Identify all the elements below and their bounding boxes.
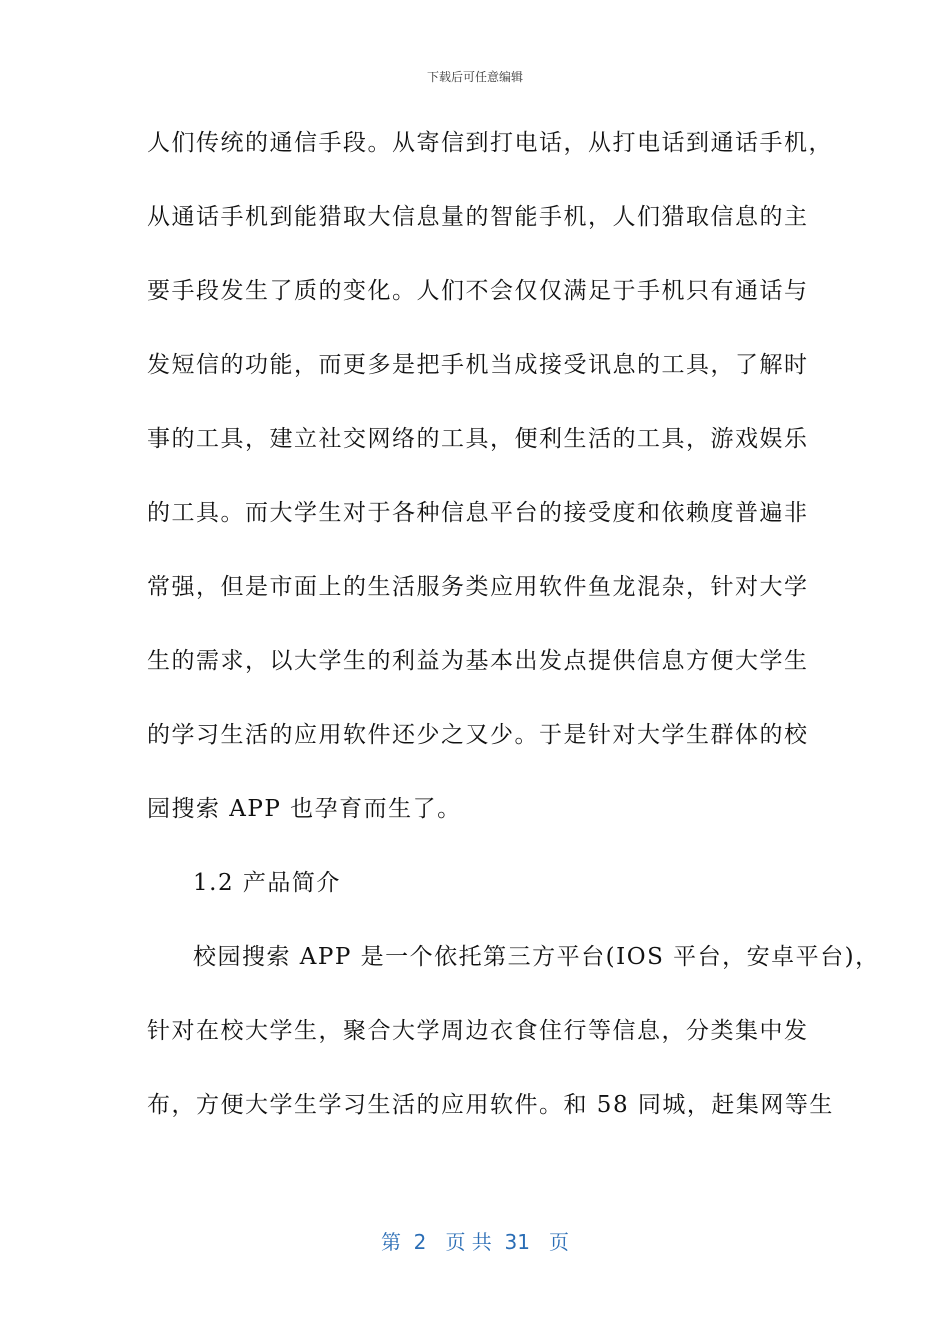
paragraph-line: 生的需求，以大学生的利益为基本出发点提供信息方便大学生 xyxy=(147,648,809,674)
paragraph-line: 事的工具，建立社交网络的工具，便利生活的工具，游戏娱乐 xyxy=(147,426,809,452)
paragraph-line: 的学习生活的应用软件还少之又少。于是针对大学生群体的校 xyxy=(147,722,809,748)
paragraph-line: 的工具。而大学生对于各种信息平台的接受度和依赖度普遍非 xyxy=(147,500,809,526)
paragraph-line: 要手段发生了质的变化。人们不会仅仅满足于手机只有通话与 xyxy=(147,278,809,304)
paragraph-line: 校园搜索 APP 是一个依托第三方平台(IOS 平台，安卓平台)， xyxy=(193,944,880,970)
paragraph-line: 常强，但是市面上的生活服务类应用软件鱼龙混杂，针对大学 xyxy=(147,574,809,600)
page-number-footer: 第 2 页 共 31 页 xyxy=(380,1230,570,1254)
paragraph-line: 针对在校大学生，聚合大学周边衣食住行等信息，分类集中发 xyxy=(147,1018,809,1044)
paragraph-line: 园搜索 APP 也孕育而生了。 xyxy=(147,796,462,822)
paragraph-line: 布，方便大学生学习生活的应用软件。和 58 同城，赶集网等生 xyxy=(147,1092,834,1118)
document-body xyxy=(147,128,880,1164)
paragraph-line: 人们传统的通信手段。从寄信到打电话，从打电话到通话手机， xyxy=(147,130,833,156)
section-heading: 1.2 产品简介 xyxy=(193,870,341,896)
paragraph-line: 从通话手机到能猎取大信息量的智能手机，人们猎取信息的主 xyxy=(147,204,809,230)
header-note: 下载后可任意编辑 xyxy=(426,70,523,84)
paragraph-line: 发短信的功能，而更多是把手机当成接受讯息的工具，了解时 xyxy=(147,352,809,378)
